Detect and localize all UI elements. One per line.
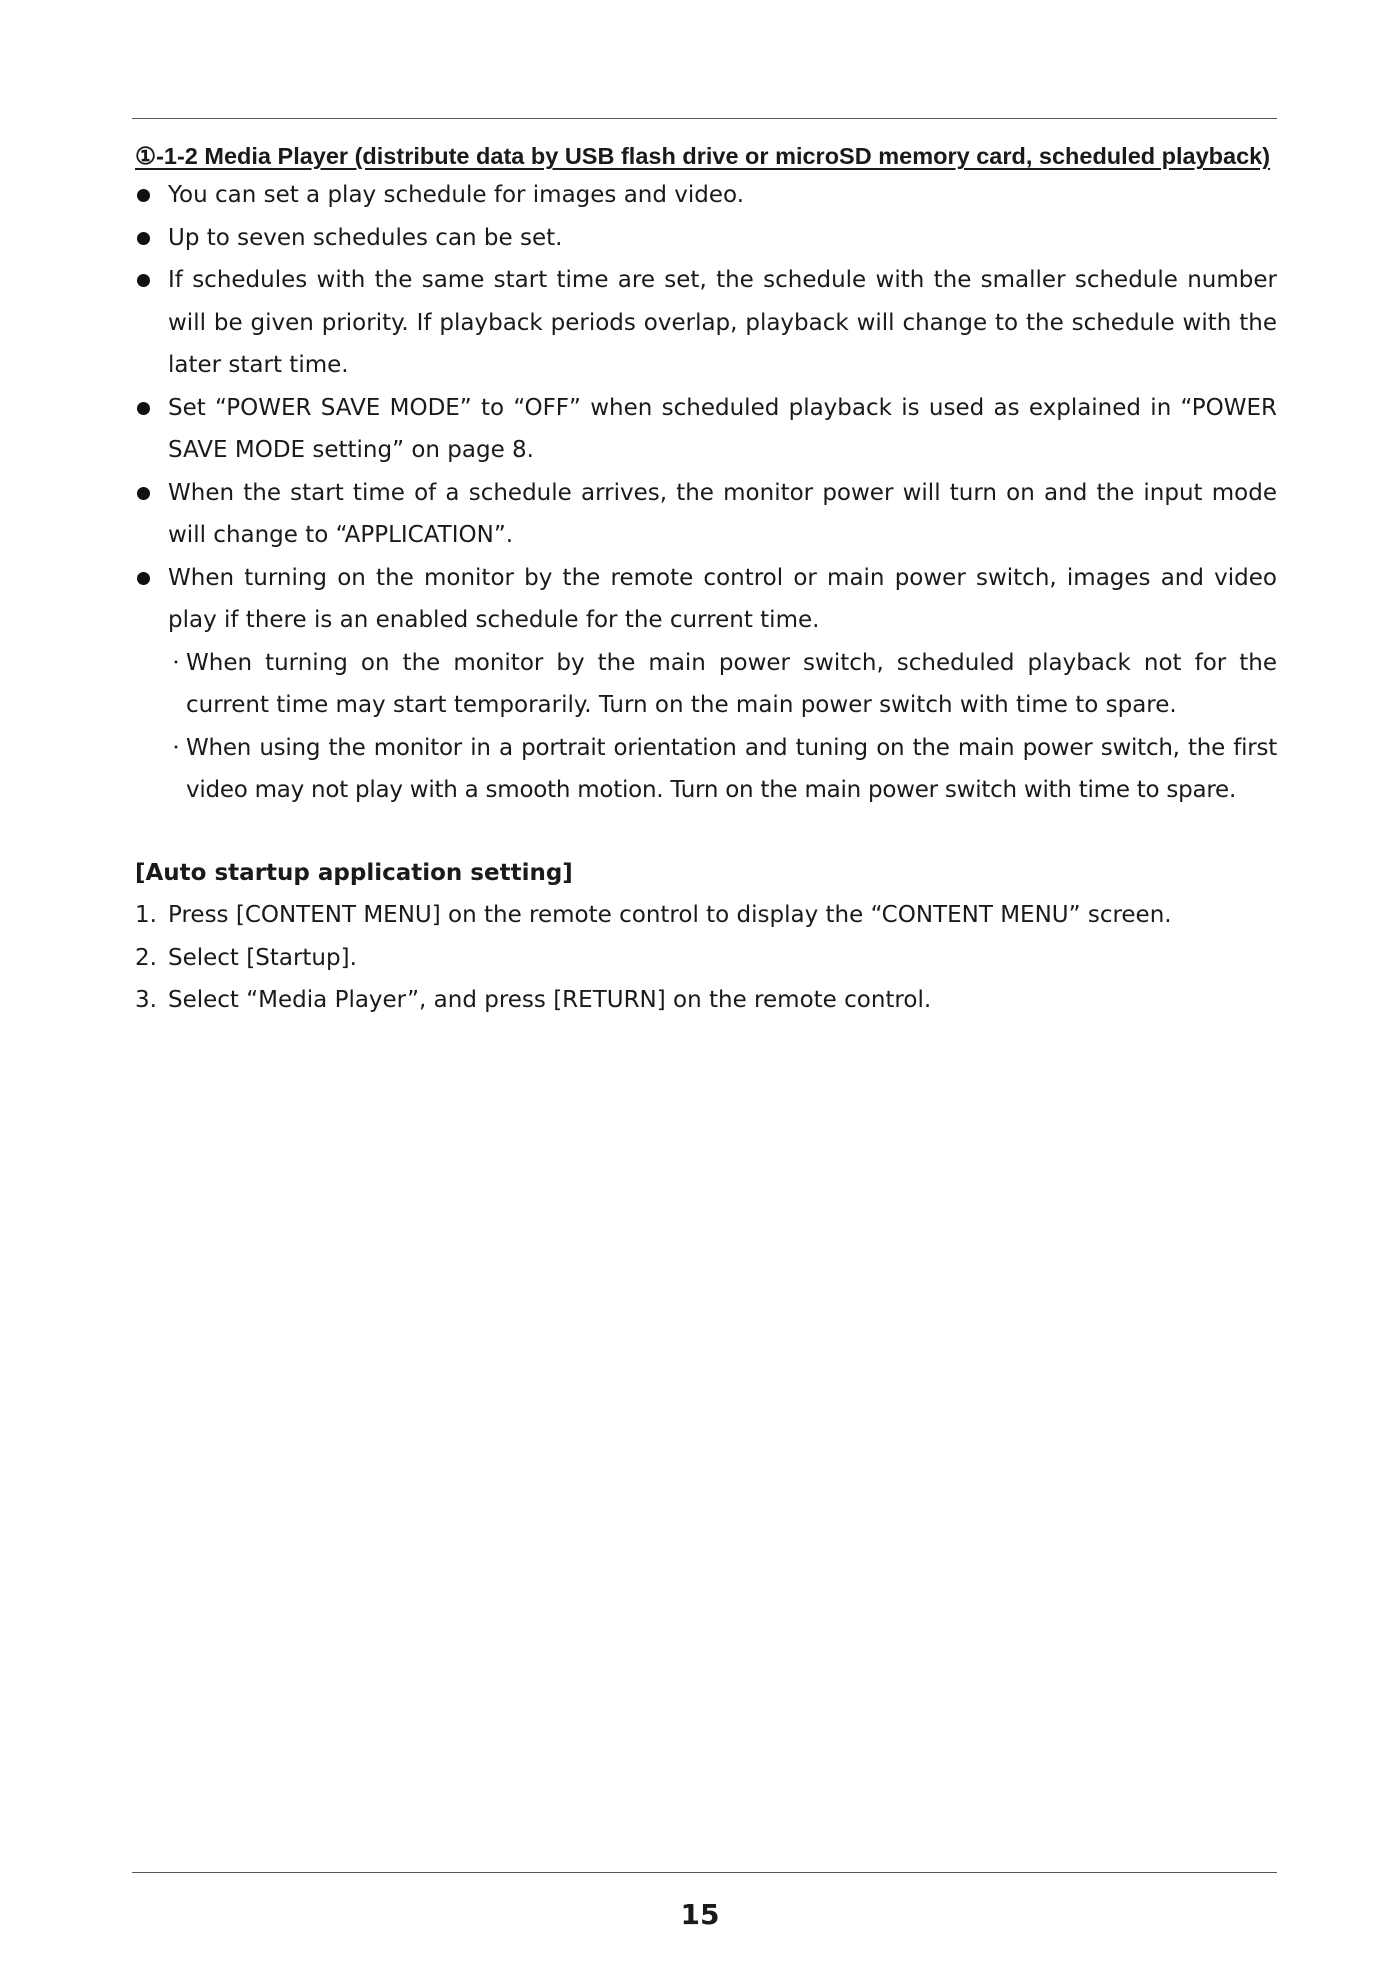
bullet-dot-icon — [137, 189, 150, 202]
subnote-text: When turning on the monitor by the main power switch, scheduled playback not for the current time may start temporarily. Turn on the main power switch with time to spare. — [186, 649, 1277, 718]
bullet-dot-icon — [137, 572, 150, 585]
bullet-text: Up to seven schedules can be set. — [168, 224, 563, 251]
bullet-text: When turning on the monitor by the remote control or main power switch, images and video play if there is an enabled schedule for the current time. — [168, 564, 1277, 633]
subnote-list — [135, 642, 1277, 812]
steps-list — [135, 894, 1277, 1022]
bullet-dot-icon — [137, 232, 150, 245]
subnote-item — [153, 727, 1277, 812]
section-spacer — [135, 812, 1277, 852]
bullet-item — [135, 174, 1277, 217]
auto-startup-heading: [Auto startup application setting] — [135, 859, 573, 886]
step-text: Press [CONTENT MENU] on the remote control to display the “CONTENT MENU” screen. — [168, 902, 1172, 928]
step-number: 2. — [135, 944, 157, 971]
bullet-text: You can set a play schedule for images and video. — [168, 182, 745, 208]
bullet-item — [135, 557, 1277, 642]
step-number: 3. — [135, 987, 157, 1013]
step-item — [135, 979, 1277, 1022]
step-number: 1. — [135, 902, 157, 928]
bullet-list — [135, 174, 1277, 642]
bullet-dot-icon — [137, 487, 150, 500]
subnote-item — [153, 642, 1277, 727]
bullet-item — [135, 259, 1277, 387]
subnote-marker: ・ — [168, 737, 184, 757]
subnote-text: When using the monitor in a portrait orientation and tuning on the main power switch, the first video may not play with a smooth motion. Turn on the main power switch with time to spare. — [186, 734, 1277, 803]
bullet-dot-icon — [137, 402, 150, 415]
step-text: Select [Startup]. — [168, 944, 357, 971]
bullet-item — [135, 217, 1277, 260]
header-rule — [132, 118, 1277, 119]
step-item — [135, 937, 1277, 980]
bullet-dot-icon — [137, 274, 150, 287]
step-item — [135, 894, 1277, 937]
bullet-text: Set “POWER SAVE MODE” to “OFF” when scheduled playback is used as explained in “POWER SAVE MODE setting” on page 8. — [168, 394, 1277, 463]
bullet-text: When the start time of a schedule arrives, the monitor power will turn on and the input mode will change to “APPLICATION”. — [168, 479, 1277, 548]
section-title: ①-1-2 Media Player (distribute data by USB flash drive or microSD memory card, scheduled playback) — [135, 143, 1271, 169]
bullet-item — [135, 472, 1277, 557]
page-content — [135, 138, 1277, 1022]
bullet-item — [135, 387, 1277, 472]
subnote-marker: ・ — [168, 652, 185, 672]
step-text: Select “Media Player”, and press [RETURN] on the remote control. — [168, 987, 932, 1013]
footer-rule — [132, 1872, 1277, 1873]
page-number: 15 — [680, 1898, 720, 1931]
bullet-text: If schedules with the same start time are set, the schedule with the smaller schedule number will be given priority. If playback periods overlap, playback will change to the schedule with the later start time. — [168, 267, 1277, 378]
